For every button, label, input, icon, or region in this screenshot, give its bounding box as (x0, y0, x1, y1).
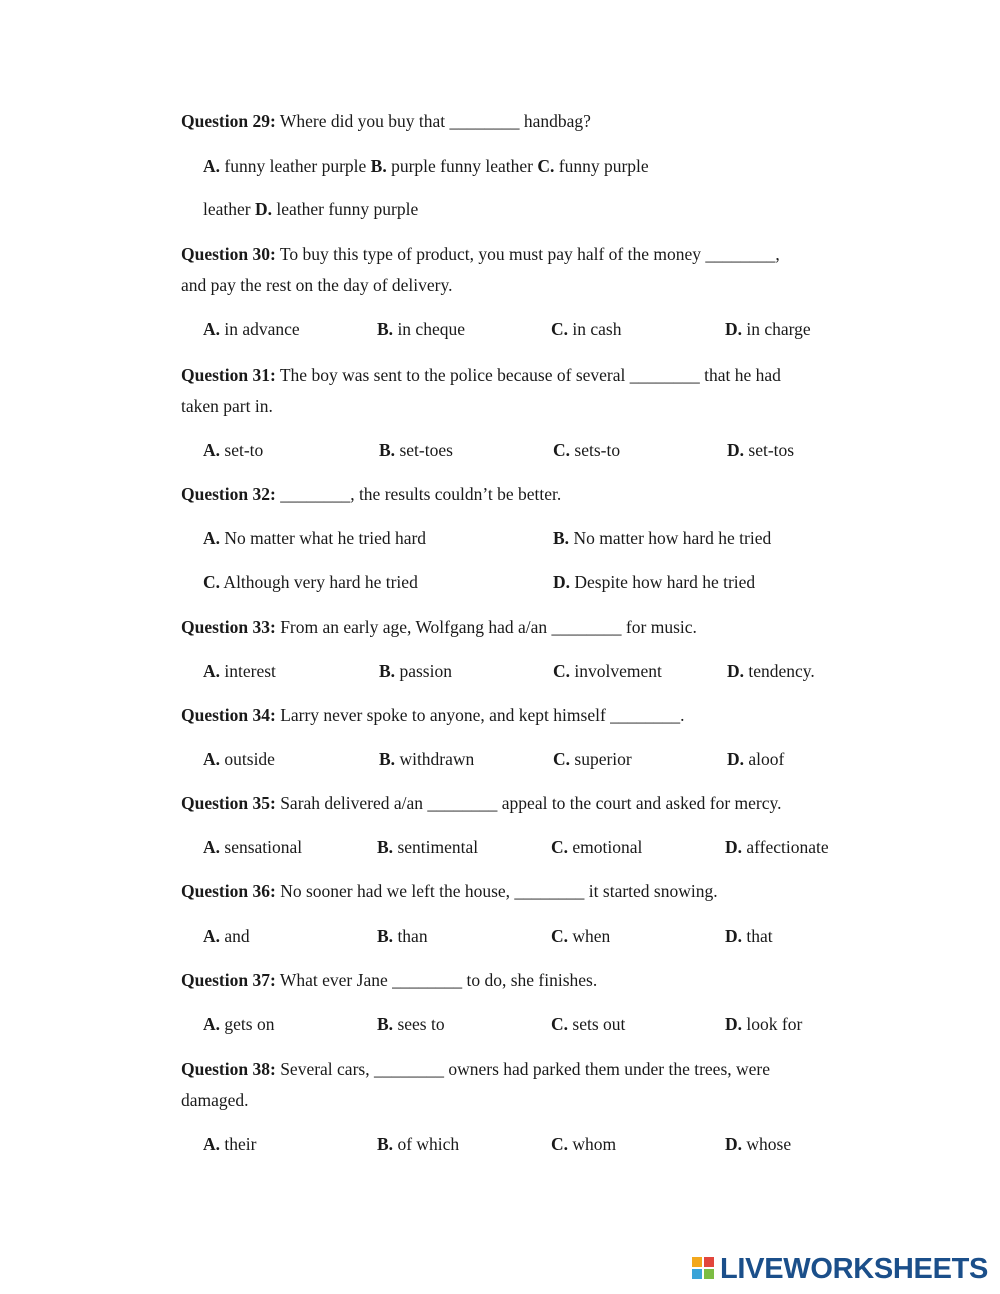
question-30 (181, 244, 780, 265)
option-a[interactable] (203, 1014, 274, 1035)
question-label: Question 34: (181, 705, 276, 725)
option-text: set-to (220, 440, 264, 460)
option-c[interactable] (553, 749, 632, 770)
option-letter: D. (254, 199, 272, 219)
option-text: set-tos (744, 440, 795, 460)
option-d[interactable] (725, 1134, 791, 1155)
liveworksheets-logo (692, 1253, 992, 1285)
option-text: sets-to (570, 440, 621, 460)
option-c[interactable] (551, 1134, 616, 1155)
option-b[interactable] (553, 528, 771, 549)
option-letter: A. (203, 837, 221, 857)
question-31 (181, 365, 781, 386)
option-text: interest (220, 661, 276, 681)
option-text: than (393, 926, 428, 946)
option-text: tendency. (744, 661, 815, 681)
liveworksheets-icon (692, 1257, 716, 1281)
option-d[interactable] (553, 572, 755, 593)
option-c[interactable] (553, 661, 662, 682)
option-text: passion (395, 661, 452, 681)
question-text: Where did you buy that ________ handbag? (275, 111, 591, 131)
option-letter: B. (377, 319, 394, 339)
option-text[interactable]: leather (203, 199, 255, 219)
option-letter: B. (377, 837, 394, 857)
question-33 (181, 617, 697, 638)
question-37 (181, 970, 597, 991)
option-text: emotional (568, 837, 643, 857)
question-text: The boy was sent to the police because of several ________ that he had (275, 365, 781, 385)
option-letter: A. (203, 1014, 221, 1034)
option-text: of which (393, 1134, 460, 1154)
question-34 (181, 705, 685, 726)
option-c[interactable] (551, 837, 642, 858)
option-b[interactable] (377, 837, 478, 858)
option-c[interactable] (551, 1014, 625, 1035)
option-text: set-toes (395, 440, 453, 460)
option-b[interactable] (379, 661, 452, 682)
option-letter: A. (203, 1134, 221, 1154)
option-letter: D. (725, 926, 743, 946)
question-label: Question 38: (181, 1059, 276, 1079)
option-letter: D. (727, 661, 745, 681)
option-b[interactable] (377, 1014, 445, 1035)
option-letter: B. (379, 661, 396, 681)
option-letter: C. (553, 749, 571, 769)
option-text: No matter how hard he tried (569, 528, 772, 548)
option-text: sensational (220, 837, 303, 857)
option-text: Despite how hard he tried (570, 572, 756, 592)
question-label: Question 31: (181, 365, 276, 385)
option-text: in charge (742, 319, 811, 339)
question-32 (181, 484, 561, 505)
option-letter: B. (553, 528, 570, 548)
option-text: aloof (744, 749, 785, 769)
option-a[interactable] (203, 749, 275, 770)
option-text: sees to (393, 1014, 445, 1034)
question-text: Several cars, ________ owners had parked them under the trees, were (275, 1059, 771, 1079)
question-35 (181, 793, 782, 814)
question-label: Question 36: (181, 881, 276, 901)
option-text: and (220, 926, 250, 946)
option-letter: B. (377, 926, 394, 946)
option-letter: A. (203, 926, 221, 946)
question-text: ________, the results couldn’t be better. (275, 484, 562, 504)
option-letter: B. (377, 1014, 394, 1034)
option-d[interactable] (727, 749, 784, 770)
option-letter: D. (553, 572, 571, 592)
option-letter: A. (203, 528, 221, 548)
option-letter: C. (537, 156, 555, 176)
option-letter: D. (725, 1134, 743, 1154)
option-letter: A. (203, 440, 221, 460)
option-letter: A. (203, 156, 221, 176)
option-d[interactable] (725, 837, 829, 858)
option-b[interactable] (377, 926, 428, 947)
option-text: their (220, 1134, 257, 1154)
option-letter: C. (553, 661, 571, 681)
option-d[interactable] (725, 926, 773, 947)
option-letter: C. (551, 1014, 569, 1034)
option-text: withdrawn (395, 749, 475, 769)
question-label: Question 29: (181, 111, 276, 131)
option-text: affectionate (742, 837, 829, 857)
option-b[interactable] (379, 749, 474, 770)
option-letter: D. (725, 319, 743, 339)
question-text: No sooner had we left the house, ________ it started snowing. (275, 881, 718, 901)
option-d[interactable] (727, 440, 794, 461)
option-letter: C. (551, 319, 569, 339)
option-letter: A. (203, 319, 221, 339)
option-text: when (568, 926, 611, 946)
option-text: sentimental (393, 837, 479, 857)
option-a[interactable] (203, 1134, 256, 1155)
option-letter: C. (551, 1134, 569, 1154)
option-d[interactable] (725, 319, 811, 340)
option-letter: B. (377, 1134, 394, 1154)
option-letter: C. (551, 926, 569, 946)
question-label: Question 30: (181, 244, 276, 264)
option-b[interactable] (377, 1134, 459, 1155)
option-text: involvement (570, 661, 662, 681)
option-letter: B. (379, 749, 396, 769)
option-text: whom (568, 1134, 617, 1154)
option-text: that (742, 926, 773, 946)
brand-name: LIVEWORKSHEETS (720, 1253, 989, 1285)
option-text[interactable]: leather funny purple (272, 199, 419, 219)
question-label: Question 35: (181, 793, 276, 813)
question-text: Sarah delivered a/an ________ appeal to the court and asked for mercy. (275, 793, 782, 813)
question-30-line2: and pay the rest on the day of delivery. (181, 275, 453, 295)
option-text: look for (742, 1014, 803, 1034)
option-a[interactable] (203, 926, 250, 947)
question-text: From an early age, Wolfgang had a/an ________ for music. (275, 617, 697, 637)
option-text: in cheque (393, 319, 465, 339)
question-31-line2: taken part in. (181, 396, 273, 416)
option-letter: A. (203, 661, 221, 681)
option-d[interactable] (727, 661, 815, 682)
option-text: Although very hard he tried (220, 572, 418, 592)
option-text: in cash (568, 319, 622, 339)
option-c[interactable] (551, 319, 621, 340)
question-label: Question 37: (181, 970, 276, 990)
option-a[interactable] (203, 528, 426, 549)
option-letter: C. (553, 440, 571, 460)
option-c[interactable] (553, 440, 620, 461)
question-29 (181, 111, 591, 132)
option-a[interactable] (203, 440, 263, 461)
option-text: in advance (220, 319, 300, 339)
option-text[interactable]: funny purple (554, 156, 649, 176)
option-text: outside (220, 749, 275, 769)
question-text: Larry never spoke to anyone, and kept himself ________. (275, 705, 685, 725)
option-text: superior (570, 749, 632, 769)
option-letter: C. (203, 572, 221, 592)
option-a[interactable] (203, 661, 276, 682)
question-38 (181, 1059, 770, 1080)
option-letter: C. (551, 837, 569, 857)
option-letter: B. (370, 156, 387, 176)
option-letter: A. (203, 749, 221, 769)
option-letter: D. (727, 749, 745, 769)
option-letter: D. (725, 1014, 743, 1034)
question-38-line2: damaged. (181, 1090, 249, 1110)
question-label: Question 32: (181, 484, 276, 504)
option-text: No matter what he tried hard (220, 528, 427, 548)
option-d[interactable] (725, 1014, 802, 1035)
option-text[interactable]: purple funny leather (386, 156, 538, 176)
question-36 (181, 881, 718, 902)
option-text: sets out (568, 1014, 626, 1034)
option-text: whose (742, 1134, 792, 1154)
option-b[interactable] (377, 319, 465, 340)
option-letter: D. (727, 440, 745, 460)
option-letter: D. (725, 837, 743, 857)
option-a[interactable] (203, 837, 302, 858)
option-b[interactable] (379, 440, 453, 461)
question-text: To buy this type of product, you must pay half of the money ________, (275, 244, 780, 264)
option-text[interactable]: funny leather purple (220, 156, 371, 176)
question-text: What ever Jane ________ to do, she finishes. (275, 970, 598, 990)
question-29-options-line2 (203, 199, 418, 220)
option-a[interactable] (203, 319, 300, 340)
option-c[interactable] (551, 926, 610, 947)
option-text: gets on (220, 1014, 275, 1034)
question-label: Question 33: (181, 617, 276, 637)
question-29-options-line1 (203, 156, 649, 177)
option-letter: B. (379, 440, 396, 460)
option-c[interactable] (203, 572, 418, 593)
